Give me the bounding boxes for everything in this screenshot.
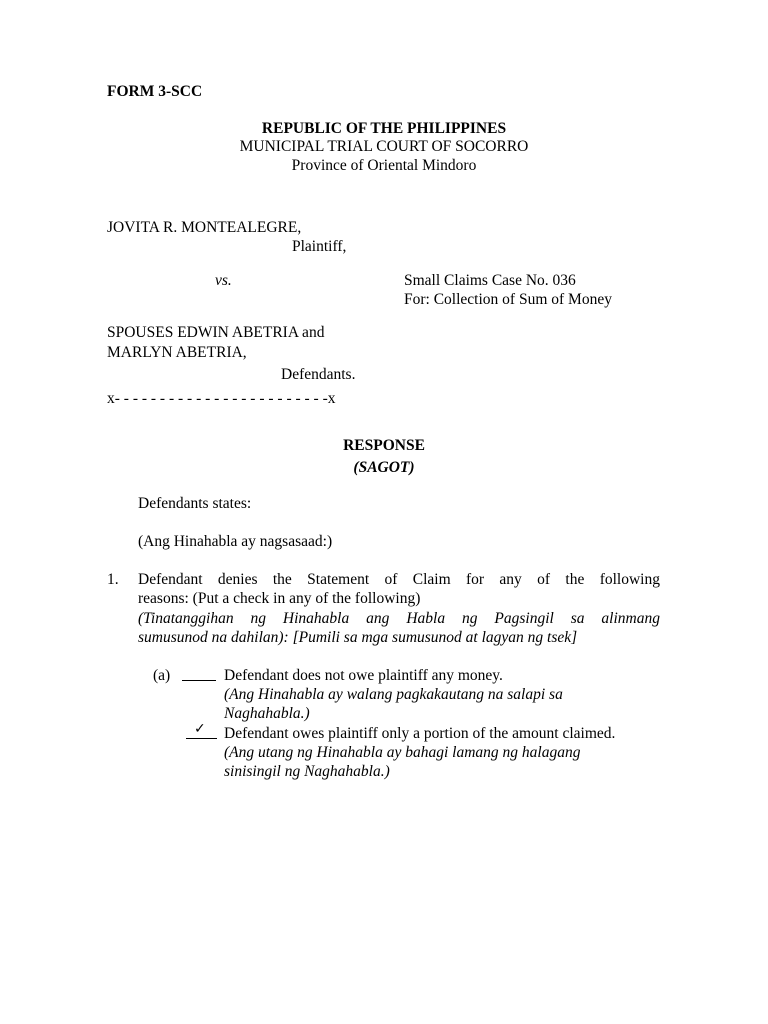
form-label: FORM 3-SCC	[107, 83, 203, 100]
option-b-checkbox-line[interactable]	[186, 738, 217, 739]
response-subtitle: (SAGOT)	[353, 459, 415, 476]
intro-statement: Defendants states:	[138, 495, 252, 512]
defendant-line-1: SPOUSES EDWIN ABETRIA and	[107, 324, 325, 341]
option-a-checkbox-line[interactable]	[182, 680, 216, 681]
versus-label: vs.	[215, 272, 232, 289]
header-court: MUNICIPAL TRIAL COURT OF SOCORRO	[239, 138, 529, 155]
item-1-text-line-2: reasons: (Put a check in any of the following)	[138, 590, 421, 607]
defendant-line-2: MARLYN ABETRIA,	[107, 344, 247, 361]
option-b-tagalog-line-2: sinisingil ng Naghahabla.)	[224, 763, 390, 780]
check-mark-icon: ✓	[194, 721, 206, 737]
caption-separator: x- - - - - - - - - - - - - - - - - - - - - - - -x	[107, 390, 336, 407]
item-1-text-line-1: Defendant denies the Statement of Claim for any of the following	[138, 571, 660, 588]
option-a-tagalog-line-2: Naghahabla.)	[224, 705, 310, 722]
item-1-tagalog-line-2: sumusunod na dahilan): [Pumili sa mga sumusunod at lagyan ng tsek]	[138, 629, 578, 646]
header-republic: REPUBLIC OF THE PHILIPPINES	[261, 120, 507, 137]
option-b-tagalog-line-1: (Ang utang ng Hinahabla ay bahagi lamang ng halagang	[224, 744, 581, 761]
option-a-label: (a)	[153, 667, 171, 684]
item-1-tagalog-line-1: (Tinatanggihan ng Hinahabla ang Habla ng Pagsingil sa alinmang	[138, 610, 660, 627]
option-a-tagalog-line-1: (Ang Hinahabla ay walang pagkakautang na salapi sa	[224, 686, 563, 703]
item-1-number: 1.	[107, 571, 119, 588]
case-number: Small Claims Case No. 036	[404, 272, 576, 289]
response-title: RESPONSE	[343, 437, 425, 454]
plaintiff-name: JOVITA R. MONTEALEGRE,	[107, 219, 302, 236]
header-province: Province of Oriental Mindoro	[291, 157, 477, 174]
option-a-text: Defendant does not owe plaintiff any money.	[224, 667, 503, 684]
defendant-role: Defendants.	[281, 366, 356, 383]
plaintiff-role: Plaintiff,	[292, 238, 347, 255]
intro-statement-tagalog: (Ang Hinahabla ay nagsasaad:)	[138, 533, 333, 550]
case-subject: For: Collection of Sum of Money	[404, 291, 612, 308]
option-b-text: Defendant owes plaintiff only a portion of the amount claimed.	[224, 725, 616, 742]
